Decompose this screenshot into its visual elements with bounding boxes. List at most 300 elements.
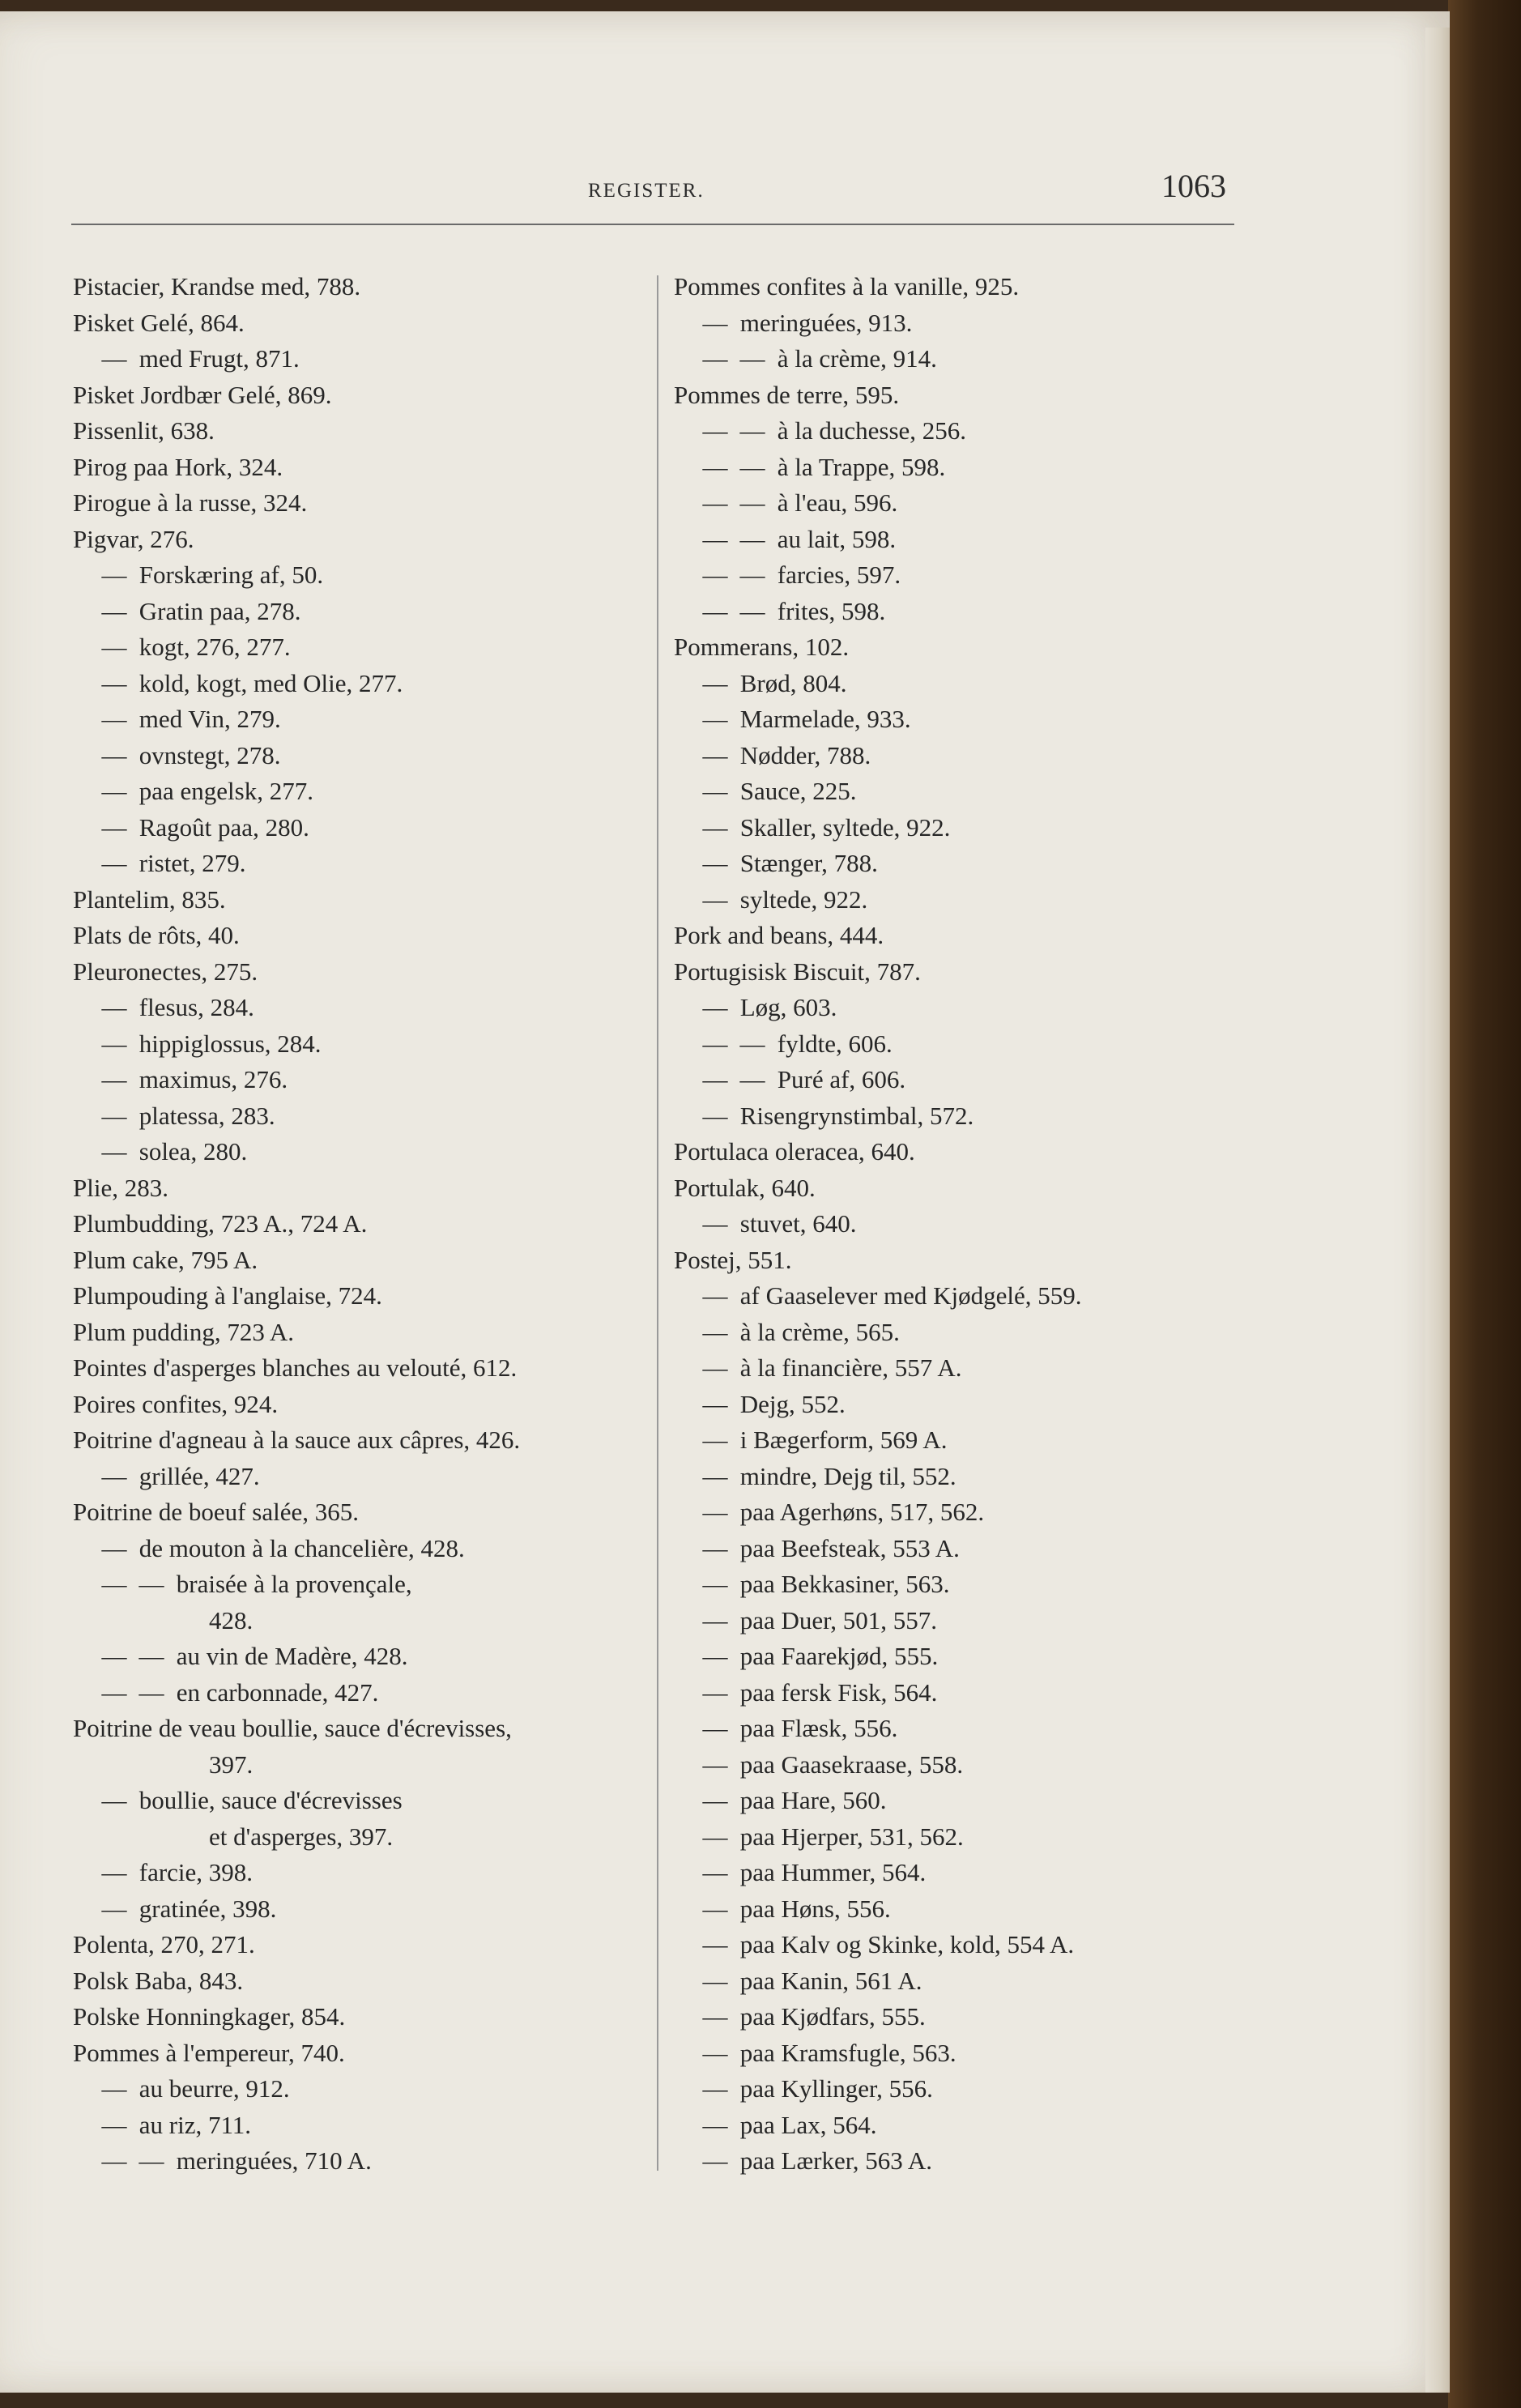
index-entry [73,1566,688,1603]
index-entry [674,1711,1257,1747]
index-entry [674,1170,1257,1207]
book-spine [1448,0,1521,2408]
index-entry [674,1819,1257,1856]
index-entry-text: Plumbudding, 723 A., 724 A. [73,1209,368,1238]
index-entry-text: Portugisisk Biscuit, 787. [674,957,921,986]
index-entry [674,1026,1257,1063]
index-entry [674,341,1257,377]
index-entry-text: paa Kjødfars, 555. [739,2002,926,2031]
ditto-dash: — [702,849,728,877]
ditto-dash: — [101,1786,127,1814]
ditto-dash: — [702,1209,728,1238]
ditto-dash: — [702,1786,728,1814]
index-entry-text: Gratin paa, 278. [138,596,301,625]
index-entry [674,810,1257,846]
index-entry-text: paa Agerhøns, 517, 562. [739,1498,985,1526]
index-entry-text: Plum cake, 795 A. [73,1245,258,1274]
index-entry-text: paa Hjerper, 531, 562. [739,1822,964,1851]
index-entry [674,522,1257,558]
ditto-dash: — [702,668,728,697]
index-entry [73,1494,688,1531]
index-entry [73,1783,688,1819]
index-entry-text: à la duchesse, 256. [777,416,967,445]
index-entry-text: farcies, 597. [777,560,901,589]
index-entry [73,918,688,954]
ditto-dash: — [138,1642,164,1670]
index-entry-text: Portulak, 640. [674,1173,816,1202]
ditto-dash: — [101,1533,127,1562]
ditto-dash: — [702,1750,728,1779]
ditto-dash: — [702,524,728,553]
index-entry [674,377,1257,414]
index-entry [73,1639,688,1675]
ditto-dash: — [702,812,728,842]
ditto-dash: — [739,596,765,625]
ditto-dash: — [702,560,728,589]
index-entry [73,810,688,846]
index-entry-text: paa Lax, 564. [739,2110,877,2139]
index-entry [73,1134,688,1170]
index-entry-text: Pigvar, 276. [73,524,194,553]
index-entry [674,1494,1257,1531]
header-rule [71,224,1234,225]
index-entry [674,1062,1257,1098]
index-entry [73,1350,688,1387]
ditto-dash: — [101,1858,127,1886]
index-entry [674,1963,1257,2000]
page-number: 1063 [1161,168,1226,204]
index-entry [73,1675,688,1711]
ditto-dash: — [101,1894,127,1923]
index-entry-text: paa Beefsteak, 553 A. [739,1533,960,1562]
ditto-dash: — [702,1281,728,1310]
index-entry [73,341,688,377]
index-entry-text: ristet, 279. [138,849,246,877]
index-entry [73,846,688,882]
index-entry-text: Poires confites, 924. [73,1389,279,1418]
index-entry [674,413,1257,450]
index-entry-text: Marmelade, 933. [739,705,911,733]
ditto-dash: — [101,993,127,1021]
index-entry [674,846,1257,882]
ditto-dash: — [101,777,127,805]
index-entry-text: med Frugt, 871. [138,344,300,373]
index-entry-text: 397. [209,1750,254,1779]
ditto-dash: — [101,1101,127,1130]
index-entry [73,2143,688,2180]
ditto-dash: — [739,1065,765,1093]
index-entry [73,1963,688,2000]
index-entry-text: grillée, 427. [138,1461,260,1490]
index-entry-text: Plats de rôts, 40. [73,921,240,949]
index-entry [674,485,1257,522]
ditto-dash: — [702,452,728,481]
index-entry [674,1783,1257,1819]
ditto-dash: — [702,705,728,733]
index-entry [73,1531,688,1567]
index-entry-text: paa Duer, 501, 557. [739,1605,937,1634]
ditto-dash: — [739,524,765,553]
index-entry-text: stuvet, 640. [739,1209,857,1238]
ditto-dash: — [101,2074,127,2103]
ditto-dash: — [101,2146,127,2175]
index-entry-text: Nødder, 788. [739,740,871,769]
running-head: REGISTER. [588,180,705,202]
ditto-dash: — [101,1029,127,1058]
index-entry-text: Pommes de terre, 595. [674,380,900,409]
index-entry-text: fyldte, 606. [777,1029,893,1058]
index-entry-text: Postej, 551. [674,1245,792,1274]
index-entry-text: à la Trappe, 598. [777,452,946,481]
ditto-dash: — [101,1677,127,1707]
index-entry-text: paa Bekkasiner, 563. [739,1570,950,1598]
ditto-dash: — [702,1605,728,1634]
ditto-dash: — [702,777,728,805]
index-entry-text: Poitrine de veau boullie, sauce d'écrevisses, [73,1714,512,1742]
ditto-dash: — [702,1317,728,1346]
ditto-dash: — [739,1029,765,1058]
index-entry-text: med Vin, 279. [138,705,281,733]
index-entry [73,522,688,558]
ditto-dash: — [702,1642,728,1670]
ditto-dash: — [702,344,728,373]
index-entry-text: Plantelim, 835. [73,884,226,914]
index-entry [674,1855,1257,1891]
index-entry-text: paa Høns, 556. [739,1894,891,1923]
index-entry-text: 428. [209,1605,254,1634]
index-entry-text: Puré af, 606. [777,1065,906,1093]
index-entry [674,1134,1257,1170]
index-entry-text: paa Hummer, 564. [739,1858,927,1886]
index-entry-text: platessa, 283. [138,1101,275,1130]
ditto-dash: — [138,1677,164,1707]
index-entry-text: au beurre, 912. [138,2074,290,2103]
index-entry [674,2035,1257,2072]
index-entry [73,1170,688,1207]
ditto-dash: — [739,452,765,481]
index-entry [73,666,688,702]
ditto-dash: — [702,1101,728,1130]
index-entry [674,1603,1257,1639]
index-entry-text: Pommes confites à la vanille, 925. [674,272,1020,300]
ditto-dash: — [101,1461,127,1490]
ditto-dash: — [702,2074,728,2103]
index-entry [73,1927,688,1963]
index-entry [73,269,688,305]
index-entry-text: Poitrine de boeuf salée, 365. [73,1498,359,1526]
index-entry-text: Polske Honningkager, 854. [73,2002,346,2031]
ditto-dash: — [702,2146,728,2175]
index-entry-text: au vin de Madère, 428. [176,1642,408,1670]
index-entry-text: Plie, 283. [73,1173,168,1202]
index-entry-text: Pisket Gelé, 864. [73,308,245,337]
index-entry [73,1387,688,1423]
ditto-dash: — [702,1677,728,1707]
ditto-dash: — [101,812,127,842]
index-entry [73,1098,688,1135]
ditto-dash: — [101,1137,127,1166]
ditto-dash: — [702,1498,728,1526]
index-entry-text: paa Kramsfugle, 563. [739,2038,956,2067]
index-entry [674,1206,1257,1242]
index-entry [674,1747,1257,1784]
index-entry-text: i Bægerform, 569 A. [739,1426,948,1454]
index-entry [73,1062,688,1098]
index-entry-text: Forskæring af, 50. [138,560,324,589]
ditto-dash: — [702,1533,728,1562]
index-entry [73,413,688,450]
index-entry [73,1315,688,1351]
index-entry-text: Løg, 603. [739,993,837,1021]
ditto-dash: — [702,1822,728,1851]
index-entry [73,701,688,738]
index-entry [73,485,688,522]
index-entry-text: flesus, 284. [138,993,254,1021]
index-entry-text: meringuées, 710 A. [176,2146,372,2175]
index-entry-text: Pommerans, 102. [674,633,850,661]
index-entry-text: syltede, 922. [739,884,868,914]
ditto-dash: — [101,633,127,661]
index-entry-text: à la crème, 914. [777,344,937,373]
index-entry-text: Pointes d'asperges blanches au velouté, 612. [73,1353,518,1382]
ditto-dash: — [702,596,728,625]
index-entry [674,738,1257,774]
index-entry-text: en carbonnade, 427. [176,1677,379,1707]
ditto-dash: — [702,1930,728,1958]
index-entry [73,594,688,630]
index-entry [73,305,688,342]
ditto-dash: — [702,884,728,914]
index-entry-text: Pistacier, Krandse med, 788. [73,272,361,300]
index-entry-text: meringuées, 913. [739,308,913,337]
ditto-dash: — [101,344,127,373]
ditto-dash: — [702,1894,728,1923]
index-entry [73,1747,688,1784]
index-entry [674,557,1257,594]
index-entry [674,666,1257,702]
index-entry [73,1459,688,1495]
index-entry [674,1459,1257,1495]
index-entry-text: Portulaca oleracea, 640. [674,1137,915,1166]
index-entry [73,1026,688,1063]
index-entry [73,1422,688,1459]
index-entry [73,377,688,414]
index-entry-text: maximus, 276. [138,1065,288,1093]
index-entry [674,269,1257,305]
index-entry-text: Pleuronectes, 275. [73,957,258,986]
index-entry [674,2143,1257,2180]
index-entry-text: Polsk Baba, 843. [73,1966,244,1995]
index-entry-text: Sauce, 225. [739,777,857,805]
ditto-dash: — [101,596,127,625]
ditto-dash: — [702,1461,728,1490]
index-entry [674,1098,1257,1135]
index-entry-text: paa Gaasekraase, 558. [739,1750,964,1779]
index-entry-text: Brød, 804. [739,668,847,697]
index-entry-text: au lait, 598. [777,524,897,553]
ditto-dash: — [702,1858,728,1886]
index-entry-text: paa Lærker, 563 A. [739,2146,932,2175]
index-entry [73,2035,688,2072]
index-entry [674,701,1257,738]
index-entry [73,882,688,918]
index-entry-text: Pissenlit, 638. [73,416,215,445]
ditto-dash: — [101,1570,127,1598]
index-entry-text: mindre, Dejg til, 552. [739,1461,956,1490]
index-entry [73,629,688,666]
ditto-dash: — [101,705,127,733]
index-entry [674,990,1257,1026]
ditto-dash: — [101,2110,127,2139]
index-entry [73,1891,688,1928]
index-entry [73,1206,688,1242]
index-entry-text: au riz, 711. [138,2110,252,2139]
ditto-dash: — [739,488,765,517]
index-entry [73,2071,688,2108]
index-entry-text: Stænger, 788. [739,849,878,877]
index-entry [674,629,1257,666]
page-edge [1425,28,1450,2393]
index-entry-text: solea, 280. [138,1137,248,1166]
index-entry-text: Risengrynstimbal, 572. [739,1101,974,1130]
index-entry-text: paa Hare, 560. [739,1786,887,1814]
ditto-dash: — [702,740,728,769]
index-entry [73,774,688,810]
index-entry [73,1711,688,1747]
index-entry [674,1566,1257,1603]
ditto-dash: — [702,1389,728,1418]
index-entry [674,1999,1257,2035]
index-entry-text: paa Flæsk, 556. [739,1714,898,1742]
ditto-dash: — [101,560,127,589]
ditto-dash: — [739,344,765,373]
index-entry [73,1855,688,1891]
ditto-dash: — [702,1966,728,1995]
index-entry [73,557,688,594]
index-entry-text: de mouton à la chancelière, 428. [138,1533,465,1562]
index-entry-text: Pork and beans, 444. [674,921,884,949]
index-entry [674,918,1257,954]
index-entry-text: et d'asperges, 397. [209,1822,394,1851]
index-entry-text: Poitrine d'agneau à la sauce aux câpres, 426. [73,1426,521,1454]
ditto-dash: — [702,488,728,517]
index-entry-text: Pisket Jordbær Gelé, 869. [73,380,332,409]
index-entry [674,594,1257,630]
index-entry-text: Pommes à l'empereur, 740. [73,2038,345,2067]
index-entry-text: paa engelsk, 277. [138,777,313,805]
index-entry-text: hippiglossus, 284. [138,1029,322,1058]
ditto-dash: — [101,740,127,769]
index-entry-text: Plumpouding à l'anglaise, 724. [73,1281,382,1310]
ditto-dash: — [101,1065,127,1093]
ditto-dash: — [739,560,765,589]
index-entry-text: Dejg, 552. [739,1389,846,1418]
ditto-dash: — [702,2038,728,2067]
ditto-dash: — [702,2110,728,2139]
index-entry-text: gratinée, 398. [138,1894,277,1923]
index-entry [674,1350,1257,1387]
index-entry [73,1278,688,1315]
index-entry [73,1819,688,1856]
index-entry-text: kogt, 276, 277. [138,633,291,661]
index-entry-text: Pirog paa Hork, 324. [73,452,283,481]
index-entry-text: paa fersk Fisk, 564. [739,1677,938,1707]
index-entry [674,774,1257,810]
index-entry-text: Ragoût paa, 280. [138,812,309,842]
index-entry-text: farcie, 398. [138,1858,254,1886]
index-column-left [73,269,688,2180]
index-entry [674,954,1257,991]
index-entry-text: boullie, sauce d'écrevisses [138,1786,403,1814]
index-entry [674,1422,1257,1459]
ditto-dash: — [138,2146,164,2175]
ditto-dash: — [101,1642,127,1670]
ditto-dash: — [101,668,127,697]
ditto-dash: — [739,416,765,445]
index-entry [674,1242,1257,1279]
index-entry [674,2071,1257,2108]
index-entry [73,954,688,991]
index-entry-text: Skaller, syltede, 922. [739,812,951,842]
ditto-dash: — [702,2002,728,2031]
index-entry-text: à la crème, 565. [739,1317,900,1346]
ditto-dash: — [702,1029,728,1058]
index-entry-text: ovnstegt, 278. [138,740,281,769]
ditto-dash: — [702,1426,728,1454]
index-entry [674,1927,1257,1963]
index-entry-text: braisée à la provençale, [176,1570,412,1598]
ditto-dash: — [702,1353,728,1382]
index-entry [674,1639,1257,1675]
index-entry [674,882,1257,918]
ditto-dash: — [101,849,127,877]
index-entry-text: af Gaaselever med Kjødgelé, 559. [739,1281,1082,1310]
index-entry [674,1675,1257,1711]
index-entry [674,1315,1257,1351]
index-entry-text: à l'eau, 596. [777,488,898,517]
index-entry-text: Polenta, 270, 271. [73,1930,255,1958]
index-entry [674,450,1257,486]
ditto-dash: — [702,416,728,445]
ditto-dash: — [702,1714,728,1742]
ditto-dash: — [702,308,728,337]
index-entry [674,1531,1257,1567]
index-entry [73,1999,688,2035]
index-entry-text: Plum pudding, 723 A. [73,1317,295,1346]
index-entry [73,450,688,486]
index-entry-text: paa Kalv og Skinke, kold, 554 A. [739,1930,1075,1958]
index-entry [674,1278,1257,1315]
index-entry-text: paa Kyllinger, 556. [739,2074,933,2103]
index-entry-text: kold, kogt, med Olie, 277. [138,668,403,697]
index-entry [73,1242,688,1279]
index-entry-text: paa Kanin, 561 A. [739,1966,922,1995]
ditto-dash: — [702,993,728,1021]
index-entry [674,305,1257,342]
index-entry [674,2108,1257,2144]
index-column-right [674,269,1257,2180]
index-entry [73,1603,688,1639]
index-entry-text: paa Faarekjød, 555. [739,1642,939,1670]
index-entry [73,738,688,774]
index-entry-text: Pirogue à la russe, 324. [73,488,308,517]
index-entry-text: à la financière, 557 A. [739,1353,962,1382]
ditto-dash: — [702,1065,728,1093]
index-entry [674,1387,1257,1423]
index-entry [73,990,688,1026]
ditto-dash: — [138,1570,164,1598]
ditto-dash: — [702,1570,728,1598]
